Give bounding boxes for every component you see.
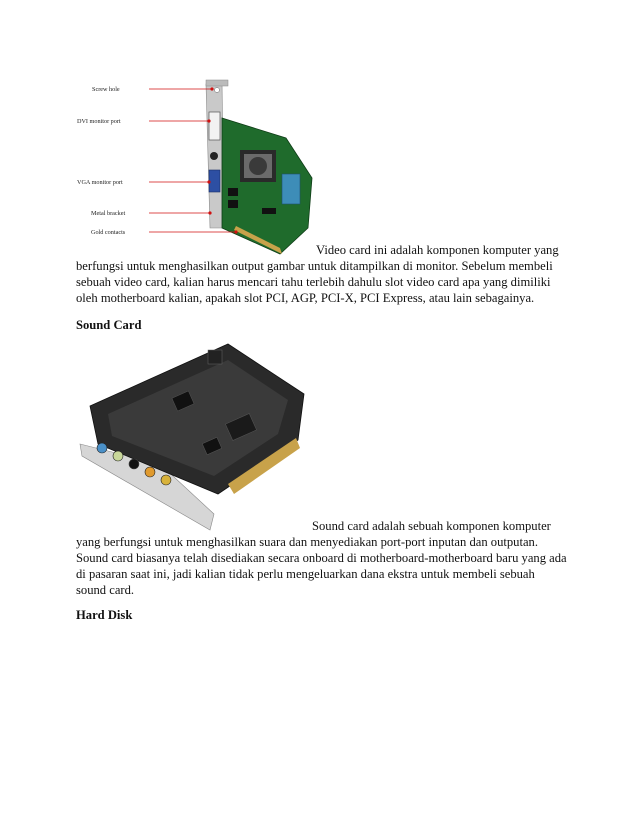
video-card-text-line-1: Video card ini adalah komponen komputer yang: [316, 243, 559, 257]
label-metal-bracket: Metal bracket: [91, 210, 126, 217]
label-screw-hole: Screw hole: [92, 86, 120, 93]
label-gold-contacts: Gold contacts: [91, 229, 126, 236]
sound-card-text-line-3: Sound card biasanya telah disediakan secara onboard di motherboard-motherboard baru yang ada: [76, 551, 567, 565]
hard-disk-heading: Hard Disk: [76, 608, 133, 622]
sound-card-heading: Sound Card: [76, 318, 142, 332]
video-card-text-line-4: oleh motherboard kalian, apakah slot PCI, AGP, PCI-X, PCI Express, atau lain sebagainya.: [76, 291, 535, 305]
video-card-text-line-3: sebuah video card, kalian harus mencari tahu terlebih dahulu slot video card apa yang dimiliki: [76, 275, 551, 289]
label-dvi-port: DVI monitor port: [77, 118, 121, 125]
sound-card-text-line-2: yang berfungsi untuk menghasilkan suara dan menyediakan port-port inputan dan outputan.: [76, 535, 539, 549]
sound-card-text-line-1: Sound card adalah sebuah komponen komputer: [312, 519, 551, 533]
video-card-text-line-2: berfungsi untuk menghasilkan output gambar untuk ditampilkan di monitor. Sebelum membeli: [76, 259, 553, 273]
sound-card-text-line-5: sound card.: [76, 583, 135, 597]
sound-card-figure: [78, 344, 304, 530]
sound-card-text-line-4: di pasaran saat ini, jadi kalian tidak perlu mengeluarkan dana ekstra untuk membeli sebuah: [76, 567, 535, 581]
label-vga-port: VGA monitor port: [77, 179, 123, 186]
video-card-figure: [76, 78, 312, 256]
